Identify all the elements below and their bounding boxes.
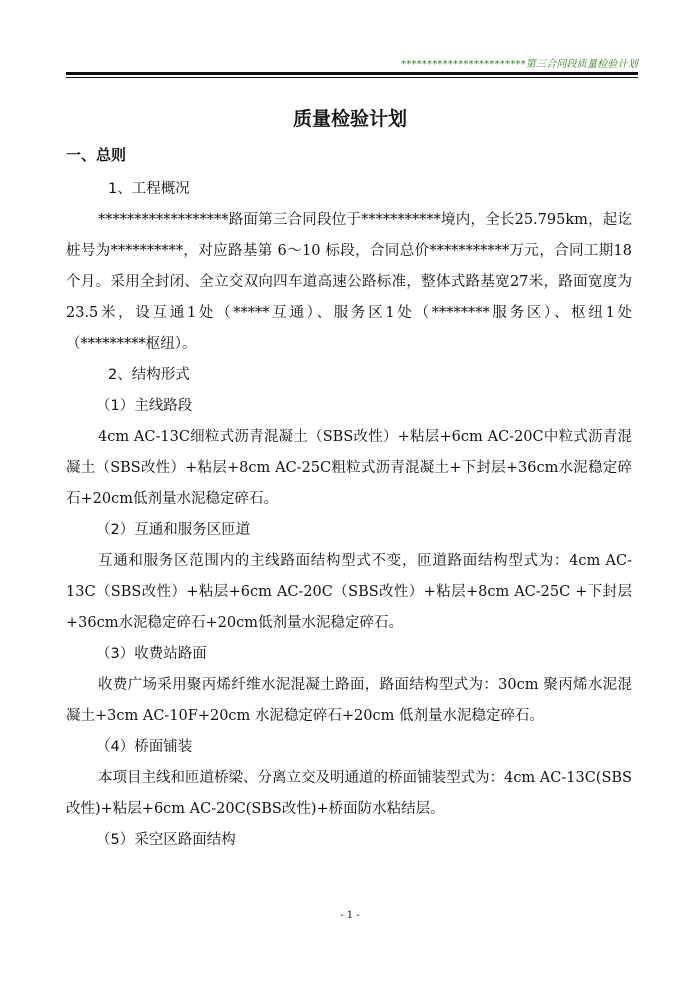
item-heading-toll-station: （3）收费站路面	[96, 646, 207, 662]
header-rule-thin	[66, 77, 638, 78]
page-number: - 1 -	[340, 910, 360, 921]
paragraph-bridge-deck: 本项目主线和匝道桥梁、分离立交及明通道的桥面铺装型式为：4cm AC-13C(SBS改性)+粘层+6cm AC-20C(SBS改性)+桥面防水粘结层。	[66, 770, 632, 817]
item-heading-bridge-deck: （4）桥面铺装	[96, 739, 193, 755]
running-header: ************************第三合同段质量检验计划	[401, 59, 638, 70]
paragraph-project-overview: ******************路面第三合同段位于***********境内，全长25.795km，起讫桩号为**********，对应路基第 6～10 标段，合同总价***********万元，合同工期18个月。采用全封闭、全立交双向四车道高速公路标准，整体式路基宽27米，路面宽度为23.5米，设互通1处（*****互通）、服务区1处（********服务区）、枢纽1处（*********枢纽）。	[66, 212, 632, 352]
paragraph-ramp: 互通和服务区范围内的主线路面结构型式不变，匝道路面结构型式为：4cm AC-13C（SBS改性）+粘层+6cm AC-20C（SBS改性）+粘层+8cm AC-25C +下封层+36cm水泥稳定碎石+20cm低剂量水泥稳定碎石。	[66, 553, 632, 631]
item-heading-goaf-area: （5）采空区路面结构	[96, 832, 236, 848]
document-title: 质量检验计划	[292, 108, 407, 130]
subheading-structure-form: 2、结构形式	[108, 367, 190, 383]
subheading-project-overview: 1、工程概况	[108, 181, 190, 197]
paragraph-toll-station: 收费广场采用聚丙烯纤维水泥混凝土路面，路面结构型式为：30cm 聚丙烯水泥混凝土+3cm AC-10F+20cm 水泥稳定碎石+20cm 低剂量水泥稳定碎石。	[66, 677, 632, 724]
item-heading-mainline: （1）主线路段	[96, 398, 193, 414]
paragraph-mainline: 4cm AC-13C细粒式沥青混凝土（SBS改性）+粘层+6cm AC-20C中粒式沥青混凝土（SBS改性）+粘层+8cm AC-25C粗粒式沥青混凝土+下封层+36cm水泥稳定碎石+20cm低剂量水泥稳定碎石。	[66, 429, 632, 507]
header-rule-thick	[66, 72, 638, 75]
document-body	[66, 174, 632, 856]
section-heading-general: 一、总则	[66, 146, 127, 164]
item-heading-ramp: （2）互通和服务区匝道	[96, 522, 251, 538]
